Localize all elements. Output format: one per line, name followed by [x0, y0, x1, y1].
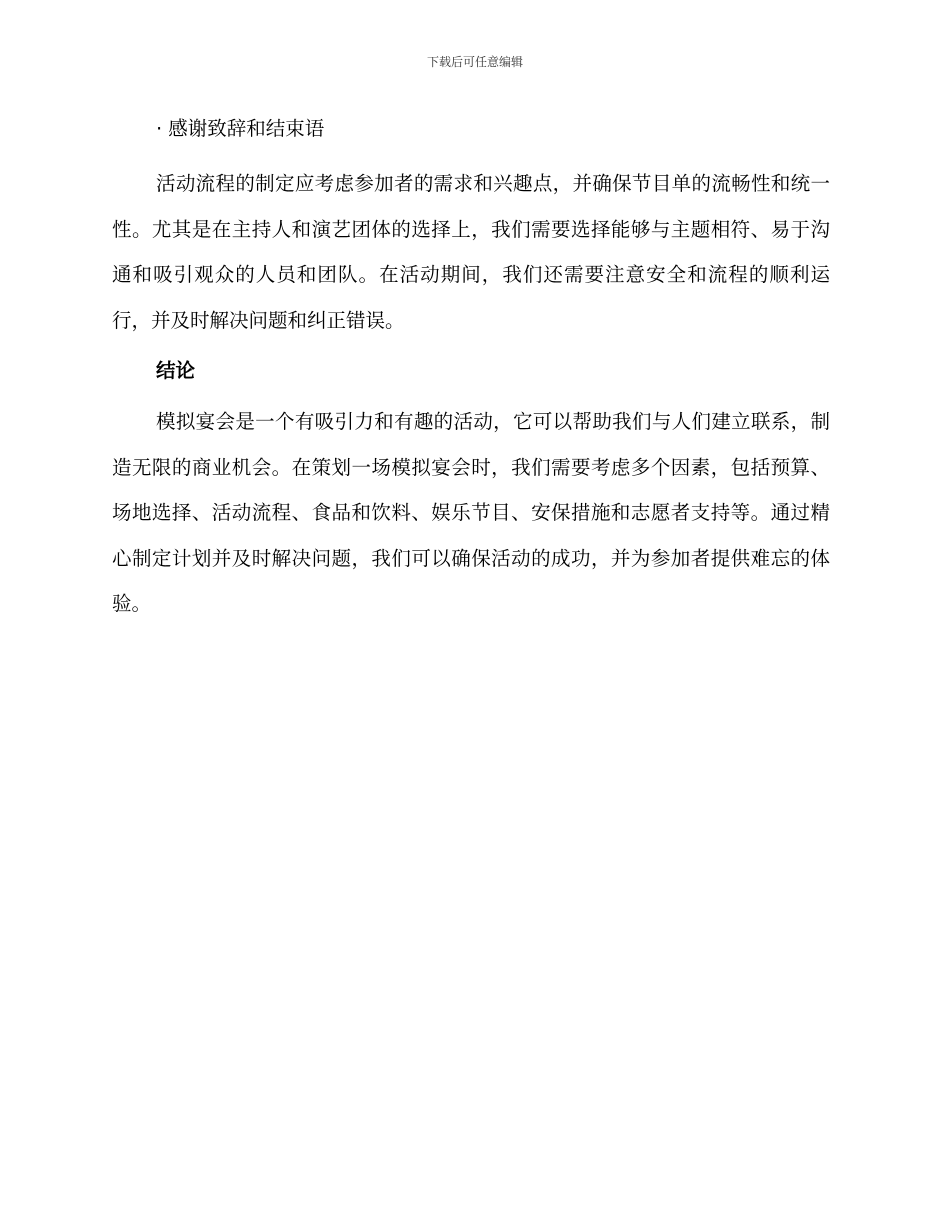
document-body: [112, 114, 830, 627]
bullet-item-text: 感谢致辞和结束语: [168, 117, 325, 140]
conclusion-paragraph: 模拟宴会是一个有吸引力和有趣的活动，它可以帮助我们与人们建立联系，制造无限的商业机会。在策划一场模拟宴会时，我们需要考虑多个因素，包括预算、场地选择、活动流程、食品和饮料、娱乐节目、安保措施和志愿者支持等。通过精心制定计划并及时解决问题，我们可以确保活动的成功，并为参加者提供难忘的体验。: [112, 410, 830, 615]
bullet-marker: ·: [156, 117, 163, 140]
process-paragraph: 活动流程的制定应考虑参加者的需求和兴趣点，并确保节目单的流畅性和统一性。尤其是在主持人和演艺团体的选择上，我们需要选择能够与主题相符、易于沟通和吸引观众的人员和团队。在活动期间，我们还需要注意安全和流程的顺利运行，并及时解决问题和纠正错误。: [112, 172, 830, 332]
bullet-item: [112, 114, 830, 144]
page-header-note: 下载后可任意编辑: [426, 55, 523, 69]
conclusion-heading: 结论: [156, 359, 196, 382]
